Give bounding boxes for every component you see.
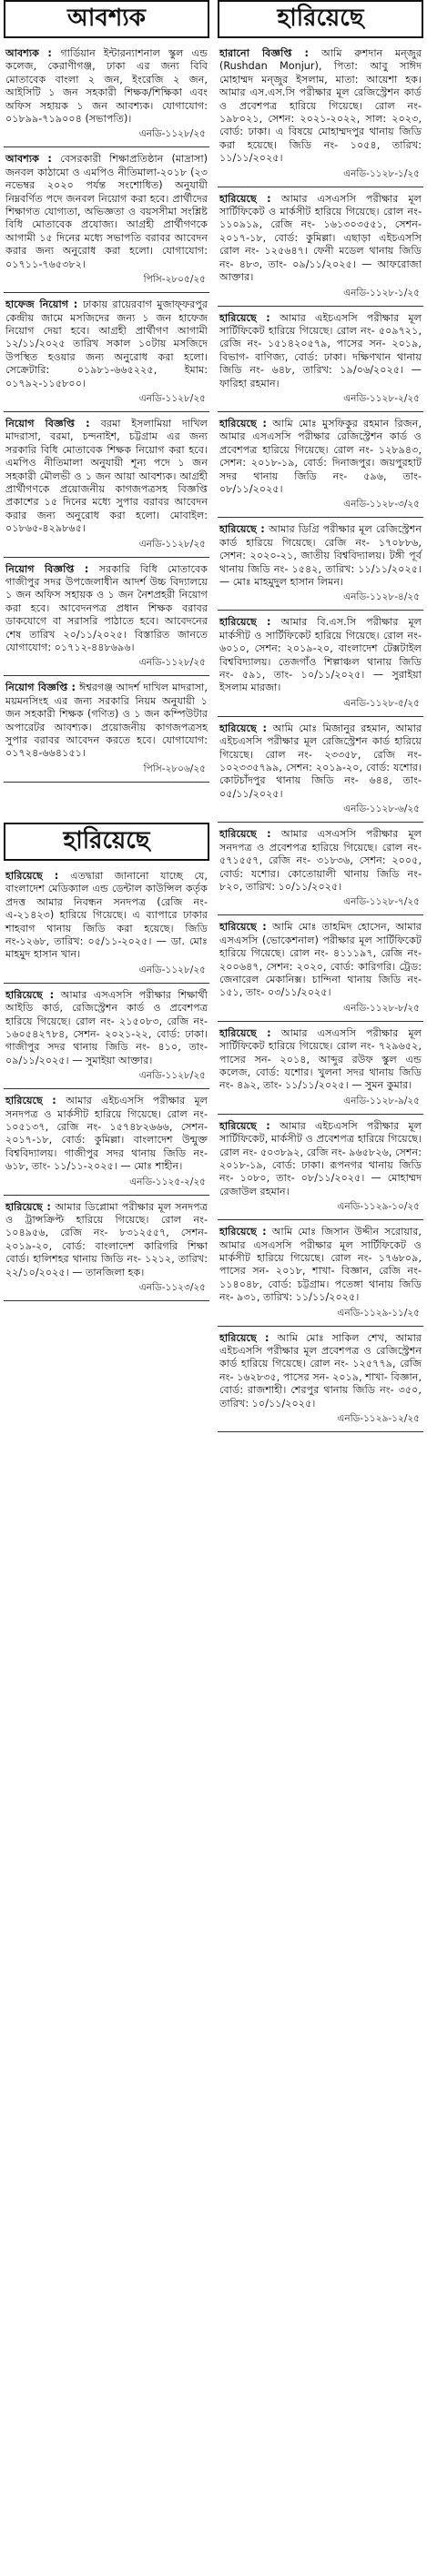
ad-divider — [218, 1114, 423, 1115]
ad-body: ঢাকায় রায়েরবাগ মুজাফ্ফরপুর কেন্দ্রীয় জামে মসজিদের জন্য ১ জন হাফেজ নিয়োগ দেয়া হবে। আগ্রহী প্রার্থীগণ আগামী ১২/১১/২০২৫ তারিখ সকাল ১০টায় মসজিদে উপস্থিত হওয়ার জন্য অনুরোধ করা হলো। সেক্রেটারি: ০১৯৮১-৬৬৫২২৫, ইমাম: ০১৭৯২-১১৫৮০০। — [5, 298, 208, 389]
lost-right-ad — [219, 418, 422, 496]
ad-divider — [218, 1326, 423, 1327]
ad-keyword: হারিয়েছে : — [219, 1226, 272, 1238]
ad-keyword: হারিয়েছে : — [219, 192, 281, 205]
ad-divider — [4, 146, 209, 147]
ad-divider — [4, 557, 209, 558]
ad-body: আমি মোঃ মিজানুর রহমান, আমার এইচএসসি পরীক্ষার মূল রেজিস্ট্রেশন কার্ড হারিয়ে গিয়েছে। রোল নং- ২৩৩৫৮, রেজি নং- ১০২৩৩৫৭৯৯, সেশন: ২০১৯-২০, বোর্ড: যশোর। কোটচাঁদপুর থানায় জিডি নং- ৬৪৪, তাং- ০৫/১১/২০২৫। — [219, 722, 422, 800]
lost-left-ad — [5, 989, 208, 1067]
ad-keyword: নিয়োগ বিজ্ঞপ্তি : — [5, 682, 80, 694]
ad-divider — [4, 411, 209, 412]
ad-body: এতদ্বারা জানানো যাচ্ছে যে, বাংলাদেশ মেডিক্যাল এন্ড ডেন্টাল কাউন্সিল কর্তৃক প্রদত্ত আমার নিবন্ধন সনদপত্র (রেজি নং- এ-২১৪২৩) হারিয়ে গিয়েছে। এ ব্যাপারে ঢাকার শাহবাগ থানায় জিডি করা হয়েছে। জিডি নং-১২৬৮, তারিখ: ০৫/১১-২০২৫। — ডা. মোঃ মাহমুদ হাসান খান। — [5, 869, 208, 961]
wanted-ad — [5, 47, 208, 126]
ad-reference-code: এনডি-১১২৮-৫/২৫ — [343, 697, 420, 709]
wanted-ad — [5, 563, 208, 655]
ad-keyword: আবশ্যক : — [5, 47, 61, 59]
lost-right-ad — [219, 616, 422, 694]
wanted-ad — [5, 298, 208, 390]
ad-reference-code: এনডি-১১২৯-১২/২৫ — [337, 1413, 420, 1425]
lost-right-ad — [219, 312, 422, 390]
ad-keyword: হারিয়েছে : — [219, 311, 280, 324]
ad-body: আমার এইচএসসি পরীক্ষার মূল সনদপত্র ও মার্কসীট হারিয়ে গিয়েছে। রোল নং- ১০৫১৩৭, রেজি নং- ১৫৭৪৮২৬৬৬, সেশন- ২০১৭-১৮, বোর্ড: কুমিল্লা। বাংলাদেশ উন্মুক্ত বিশ্ববিদ্যালয়। গাজীপুর সদর থানায় জিডি নং- ৬১৮, তাং- ১১/১১-২০২৫। — মোঃ শাহীন। — [5, 1095, 208, 1173]
ad-divider — [4, 1300, 209, 1301]
lost-right-ad — [219, 523, 422, 589]
lost-right-ad — [219, 1120, 422, 1198]
ad-body: আমি মোঃ সাকিল শেখ, আমার এইচএসসি পরীক্ষার মূল প্রবেশপত্র ও রেজিস্ট্রেশন কার্ড হারিয়ে গিয়েছে। রোল নং- ১২৫৭৭৯, রেজি নং- ১৬২৮৩৫, পাসের সন- ২০১৯, শাখা- বিজ্ঞান, বোর্ড: রাজশাহী। শেরপুর থানায় জিডি নং- ৩৫০, তারিখ: ১০/১১/২০২৫। — [219, 1331, 422, 1409]
ad-body: আমার এসএসসি পরীক্ষার মূল সার্টিফিকেট হারিয়ে গিয়েছে। রোল নং- ৭২৯৬৫২, পাসের সন- ২০১৪, আব্দুর রউফ স্কুল এন্ড কলেজ, বোর্ড: যশোর। খুলনা সদর থানায় জিডি নং- ৪৯২, তাং- ১১/১১/২০২৫। — সুমন কুমার। — [219, 1026, 422, 1092]
ad-body: আমি রুশদান মন্জুর (Rushdan Monjur), পিতা: আবু সাঈদ মোহাম্মদ মন্জুর ইসলাম, মাতা: আয়েশা হক। আমার এস.এস.সি পরীক্ষার মূল রেজিস্ট্রেশন কার্ড ও প্রবেশপত্র হারিয়ে গিয়েছে। রোল নং- ১৯৮০২১, সেশন: ২০২১-২০২২, সাল: ২০২৩, বোর্ড: ঢাকা। এ বিষয়ে মোহাম্মদপুর থানায় জিডি করা হয়েছে। জিডি নং- ১০৫৪, তারিখ: ১১/১১/২০২৫। — [219, 47, 422, 165]
ad-keyword: হারিয়েছে : — [219, 1119, 280, 1132]
ad-body: বরমা ইসলামিয়া দাখিল মাদরাসা, বরমা, চন্দনাইশ, চট্টগ্রাম এর জন্য সরকারি বিধি মোতাবেক শিক্ষক নিয়োগ করা হবে। এমপিও নীতিমালা অনুযায়ী শূন্য পদে ১ জন সহকারী মৌলভী ও ১ জন আয়া আবশ্যক। আগ্রহী প্রার্থীগণকে প্রয়োজনীয় কাগজপত্রসহ বিজ্ঞপ্তি প্রকাশের ১৫ দিনের মধ্যে সুপার বরাবর আবেদন করার জন্য অনুরোধ করা হলো। মোবাইল: ০১৮৬৫-৪২৯৮৬৫। — [5, 417, 208, 535]
ad-reference-code: এনডি-১১২৮-৪/২৫ — [343, 591, 420, 603]
ad-body: আমার বি.এস.সি পরীক্ষার মূল মার্কসীট ও সার্টিফিকেট হারিয়ে গিয়েছে। রোল নং- ৬০১০, সেশন: ২০১৯-২০, বাংলাদেশ টেক্সটাইল বিশ্ববিদ্যালয়। তেজগাঁও শিল্পাঞ্চল থানায় জিডি নং- ৫৯১, তাং- ১০/১১/২০২৫। — সুরাইয়া ইসলাম মারজা। — [219, 616, 422, 694]
ad-keyword: নিয়োগ বিজ্ঞপ্তি : — [5, 417, 101, 429]
ad-keyword: হারিয়েছে : — [219, 616, 281, 629]
ad-keyword: নিয়োগ বিজ্ঞপ্তি : — [5, 562, 99, 575]
ad-reference-code: এনডি-১১২৮/২৫ — [138, 964, 206, 975]
wanted-ad — [5, 418, 208, 536]
ad-reference-code: পিসি-২৮০৬/২৫ — [143, 763, 206, 774]
wanted-ad — [5, 153, 208, 271]
ad-divider — [218, 517, 423, 518]
ad-body: আমার এসএসসি পরীক্ষার মূল সনদপত্র ও প্রবেশপত্র হারিয়ে গিয়েছে। রোল নং- ৫৭১৫৫৭, রেজি নং- ৩১৮৩৬, সেশন: ২০০৫, বোর্ড: যশোর। কোতোয়ালী থানায় জিডি নং- ৮২০, তারিখ: ১০/১১/২০২৫। — [219, 828, 422, 893]
section-header-lost-right: হারিয়েছে — [218, 0, 423, 38]
ad-divider — [4, 675, 209, 676]
wanted-ads-list — [4, 47, 209, 783]
ad-keyword: হারানো বিজ্ঞপ্তি : — [219, 47, 322, 59]
ad-divider — [4, 292, 209, 293]
ad-keyword: হারিয়েছে : — [219, 722, 273, 734]
section-header-wanted: আবশ্যক — [4, 0, 209, 38]
ad-body: গার্ডিয়ান ইন্টারন্যাশনাল স্কুল এন্ড কলেজ, কেরাণীগঞ্জ, ঢাকা এর জন্য বিবি মোতাবেক বাংলা ২ জন, ইংরেজি ২ জন, আইসিটি ১ জন সহকারী শিক্ষক/শিক্ষিকা এবং অফিস সহায়ক ১ জন আবশ্যক। যোগাযোগ: ০১৮৯৯-৭১৯০০৪ (সভাপতি)। — [5, 47, 208, 126]
ad-keyword: হারিয়েছে : — [5, 1200, 56, 1213]
lost-left-ad — [5, 1095, 208, 1173]
lost-right-ad — [219, 828, 422, 894]
ad-keyword: হারিয়েছে : — [219, 523, 269, 536]
ad-reference-code: এনডি-১১২৮-২/২৫ — [343, 392, 420, 404]
lost-ads-list-right — [218, 47, 423, 1432]
ad-keyword: হারিয়েছে : — [5, 869, 71, 882]
ad-reference-code: এনডি-১১২৮/২৫ — [138, 392, 206, 404]
ad-divider — [218, 822, 423, 823]
lost-ads-list-left — [4, 870, 209, 1301]
lost-left-ad — [5, 870, 208, 962]
ad-body: আমার ডিপ্লোমা পরীক্ষার মূল সনদপত্র ও ট্রান্সক্রিপ্ট হারিয়ে গিয়েছে। রোল নং- ১০৪৯৫৬, রেজি নং- ৮৩১২৫৫৭, সেশন- ২০১৯-২০, বোর্ড: বাংলাদেশ কারিগরি শিক্ষা বোর্ড। হালিশহর থানায় জিডি নং- ১২১২, তারিখ: ২২/১০/২০২৫। — তানজিলা হক। — [5, 1200, 208, 1278]
ad-keyword: হারিয়েছে : — [219, 417, 273, 429]
ad-reference-code: এনডি-১১২৩/২৫ — [138, 1282, 206, 1294]
ad-divider — [218, 411, 423, 412]
lost-left-ad — [5, 1201, 208, 1279]
ad-reference-code: এনডি-১১২৯-১১/২৫ — [337, 1307, 420, 1318]
ad-reference-code: এনডি-১১২৮/২৫ — [138, 657, 206, 669]
right-column — [218, 0, 423, 2576]
left-column — [4, 0, 209, 2576]
lost-right-ad — [219, 722, 422, 801]
wanted-ad — [5, 682, 208, 760]
ad-body: আমার এসএসসি পরীক্ষার মূল সার্টিফিকেট ও মার্কসীট হারিয়ে গিয়েছে। রোল নং- ১১০৯১৯, রেজি নং- ১৬১৩০৩৫৫১, সেশন- ২০১৭-১৮, বোর্ড: কুমিল্লা। এছাড়া এইচএসসি রোল নং- ১২৫৬৪৭। ফেনী মডেল থানায় জিডি নং- ৪৮৩, তাং- ০৯/১১/২০২৫। — আফরোজা আক্তার। — [219, 192, 422, 284]
ad-reference-code: এনডি-১১২৯-১০/২৫ — [337, 1201, 420, 1213]
ad-reference-code: এনডি-১১২৮-৮/২৫ — [343, 1002, 420, 1014]
ad-body: সরকারি বিধি মোতাবেক গাজীপুর সদর উপজেলাধীন আদর্শ উচ্চ বিদ্যালয়ে ১ জন অফিস সহায়ক ও ১ জন নৈশপ্রহরী নিয়োগ করা হবে। আবেদনপত্র প্রধান শিক্ষক বরাবর ডাকযোগে বা সরাসরি পাঠাতে হবে। আবেদনের শেষ তারিখ ২০/১১/২০২৫। বিস্তারিত জানতে যোগাযোগ: ০১৭১২-৪৪৮৬৯৬। — [5, 562, 208, 654]
ad-divider — [4, 782, 209, 783]
ad-keyword: হারিয়েছে : — [5, 1095, 66, 1107]
ad-keyword: হারিয়েছে : — [219, 1331, 278, 1344]
ad-body: আমি মোঃ মুসফিকুর রহমান রিজন, আমার এসএসসি পরীক্ষার রেজিস্ট্রেশন কার্ড ও প্রবেশপত্র হারিয়ে গিয়েছে। রোল নং- ১২৮৯৪৩, সেশন: ২০১৮-১৯, বোর্ড: দিনাজপুর। জয়পুরহাট সদর থানায় জিডি নং- ৫৯৬, তাং- ০৮/১১/২০২৫। — [219, 417, 422, 495]
ad-reference-code: এনডি-১১২৮-৬/২৫ — [343, 803, 420, 815]
lost-right-ad — [219, 1226, 422, 1304]
ad-reference-code: এনডি-১১২৫-২/২৫ — [129, 1176, 206, 1187]
ad-body: আমার এসএসসি পরীক্ষার শিক্ষার্থী আইডি কার্ড, রেজিস্ট্রেশন কার্ড ও প্রবেশপত্র হারিয়ে গিয়েছে। রোল নং- ২১৫০৮৩, রেজি নং- ১৬০৫৪২৭৮৪, সেশন- ২০২১-২২, বোর্ড: ঢাকা। গাজীপুর সদর থানায় জিডি নং- ৪১০, তাং- ০৯/১১/২০২৫। — সুমাইয়া আক্তার। — [5, 988, 208, 1066]
lost-right-ad — [219, 47, 422, 166]
ad-body: বেসরকারী শিক্ষাপ্রতিষ্ঠান (মাদ্রাসা) জনবল কাঠামো ও এমপিও নীতিমালা-২০১৮ (২৩ নভেম্বর ২০২০ পর্যন্ত সংশোধিত) অনুযায়ী নিম্নবর্ণিত পদে জনবল নিয়োগ করা হবে। প্রার্থীদের শিক্ষাগত যোগ্যতা, অভিজ্ঞতা ও বয়সসীমা সংশ্লিষ্ট বিধি মোতাবেক প্রযোজ্য। আগ্রহী প্রার্থীগণকে আগামী ১৫ দিনের মধ্যে সভাপতি বরাবর আবেদন করার জন্য অনুরোধ করা হলো। যোগাযোগ: ০১৭১১-৭৬৫৩৮২। — [5, 153, 208, 270]
ad-divider — [218, 306, 423, 307]
ad-keyword: হারিয়েছে : — [219, 1026, 281, 1039]
ad-body: আমি মোঃ তাহমিদ হোসেন, আমার এসএসসি (ভোকেশনাল) পরীক্ষার মূল সার্টিফিকেট হারিয়ে গিয়েছে। রোল নং- ৪১১১৯৭, রেজি নং- ২০০৬৪৭, সেশন: ২০২০, বোর্ড: কারিগরি। ট্রেড: জেনারেল মেকানিক্স। চান্দিনা থানায় জিডি নং- ১৫১, তাং- ০৩/১১/২০২৫। — [219, 921, 422, 999]
ad-reference-code: এনডি-১১২৮-৩/২৫ — [343, 499, 420, 510]
ad-divider — [218, 1219, 423, 1220]
ad-reference-code: এনডি-১১২৮-৯/২৫ — [343, 1095, 420, 1106]
ad-divider — [218, 1431, 423, 1432]
ad-body: আমার ডিগ্রি পরীক্ষার মূল রেজিস্ট্রেশন কার্ড হারিয়ে গিয়েছে। রেজি নং- ১৭০৮৮৬, সেশন: ২০২০-২১, জাতীয় বিশ্ববিদ্যালয়। টঙ্গী পূর্ব থানায় জিডি নং- ১৫৪২, তারিখ: ১১/১১/২০২৫। — মোঃ মাহমুদুল হাসান লিমন। — [219, 523, 422, 588]
ad-divider — [218, 610, 423, 611]
ad-keyword: আবশ্যক : — [5, 153, 61, 166]
ad-divider — [4, 1195, 209, 1196]
section-spacer — [4, 788, 209, 823]
ad-reference-code: এনডি-১১২৮/২৫ — [138, 538, 206, 550]
lost-right-ad — [219, 921, 422, 999]
lost-right-ad — [219, 1332, 422, 1410]
ad-keyword: হারিয়েছে : — [219, 921, 273, 934]
ad-body: আমি মোঃ জিসান উদ্দীন সরোয়ার, আমার এসএসসি পরীক্ষার মূল সার্টিফিকেট ও মার্কসীট হারিয়ে গিয়েছে। রোল নং- ১৭৬৮০৯, পাসের সন- ২০১৮, শাখা- বিজ্ঞান, রেজি নং- ১১৪০৪৮, বোর্ড: চট্টগ্রাম। পতেঙ্গা থানায় জিডি নং- ৯৩১, তারিখ: ১১/১১/২০২৫। — [219, 1226, 422, 1304]
ad-reference-code: এনডি-১১২৮-১/২৫ — [343, 287, 420, 298]
ad-divider — [218, 1021, 423, 1022]
ad-reference-code: এনডি-১১২৮/২৫ — [138, 1070, 206, 1082]
lost-right-ad — [219, 1027, 422, 1093]
ad-reference-code: এনডি-১১২৮-১/২৫ — [343, 167, 420, 179]
ad-keyword: হাফেজ নিয়োগ : — [5, 298, 83, 311]
ad-divider — [218, 914, 423, 915]
ad-divider — [4, 1088, 209, 1089]
lost-right-ad — [219, 193, 422, 285]
ad-keyword: হারিয়েছে : — [219, 828, 281, 841]
ad-body: ঈশ্বরগঞ্জ আদর্শ দাখিল মাদরাসা, ময়মনসিংহ এর জন্য সরকারি নিয়ম অনুযায়ী ১ জন সহকারী শিক্ষক (গণিত) ও ১ জন কম্পিউটার অপারেটর আবশ্যক। প্রয়োজনীয় কাগজপত্রসহ সুপার বরাবর আবেদন করতে হবে। যোগাযোগ: ০১৭২৪-৬৬৪১৫১। — [5, 682, 208, 760]
ad-divider — [218, 716, 423, 717]
ad-reference-code: পিসি-২৮০৫/২৫ — [143, 274, 206, 286]
ad-body: আমার এইচএসসি পরীক্ষার মূল সার্টিফিকেট, মার্কসীট ও প্রবেশপত্র হারিয়ে গিয়েছে। রোল নং- ৫০৩৮৯২, রেজি নং- ৯৬৫৮২৬, সেশন: ২০১৮-১৯, বোর্ড: ঢাকা। রূপনগর থানায় জিডি নং- ১০৮০, তাং- ০৮/১১/২০২৫। — মোহাম্মদ রেজাউল রহমান। — [219, 1119, 422, 1197]
ad-reference-code: এনডি-১১২৮-৭/২৫ — [343, 896, 420, 908]
ad-keyword: হারিয়েছে : — [5, 988, 61, 1001]
ad-divider — [4, 983, 209, 984]
section-header-lost: হারিয়েছে — [4, 823, 209, 861]
ad-body: আমার এইচএসসি পরীক্ষার মূল সার্টিফিকেট হারিয়ে গিয়েছে। রোল নং- ৫০৯৭২১, রেজি নং- ১৫১৪২০৫৭৯, পাসের সন- ২০১৯, বিভাগ- বাণিজ্য, বোর্ড: ঢাকা। দক্ষিণখান থানায় জিডি নং- ৬৪৮, তারিখ: ১৯/০৬/২০২৫। — ফারিহা রহমান। — [219, 311, 422, 389]
ad-reference-code: এনডি-১১২৮/২৫ — [138, 128, 206, 140]
